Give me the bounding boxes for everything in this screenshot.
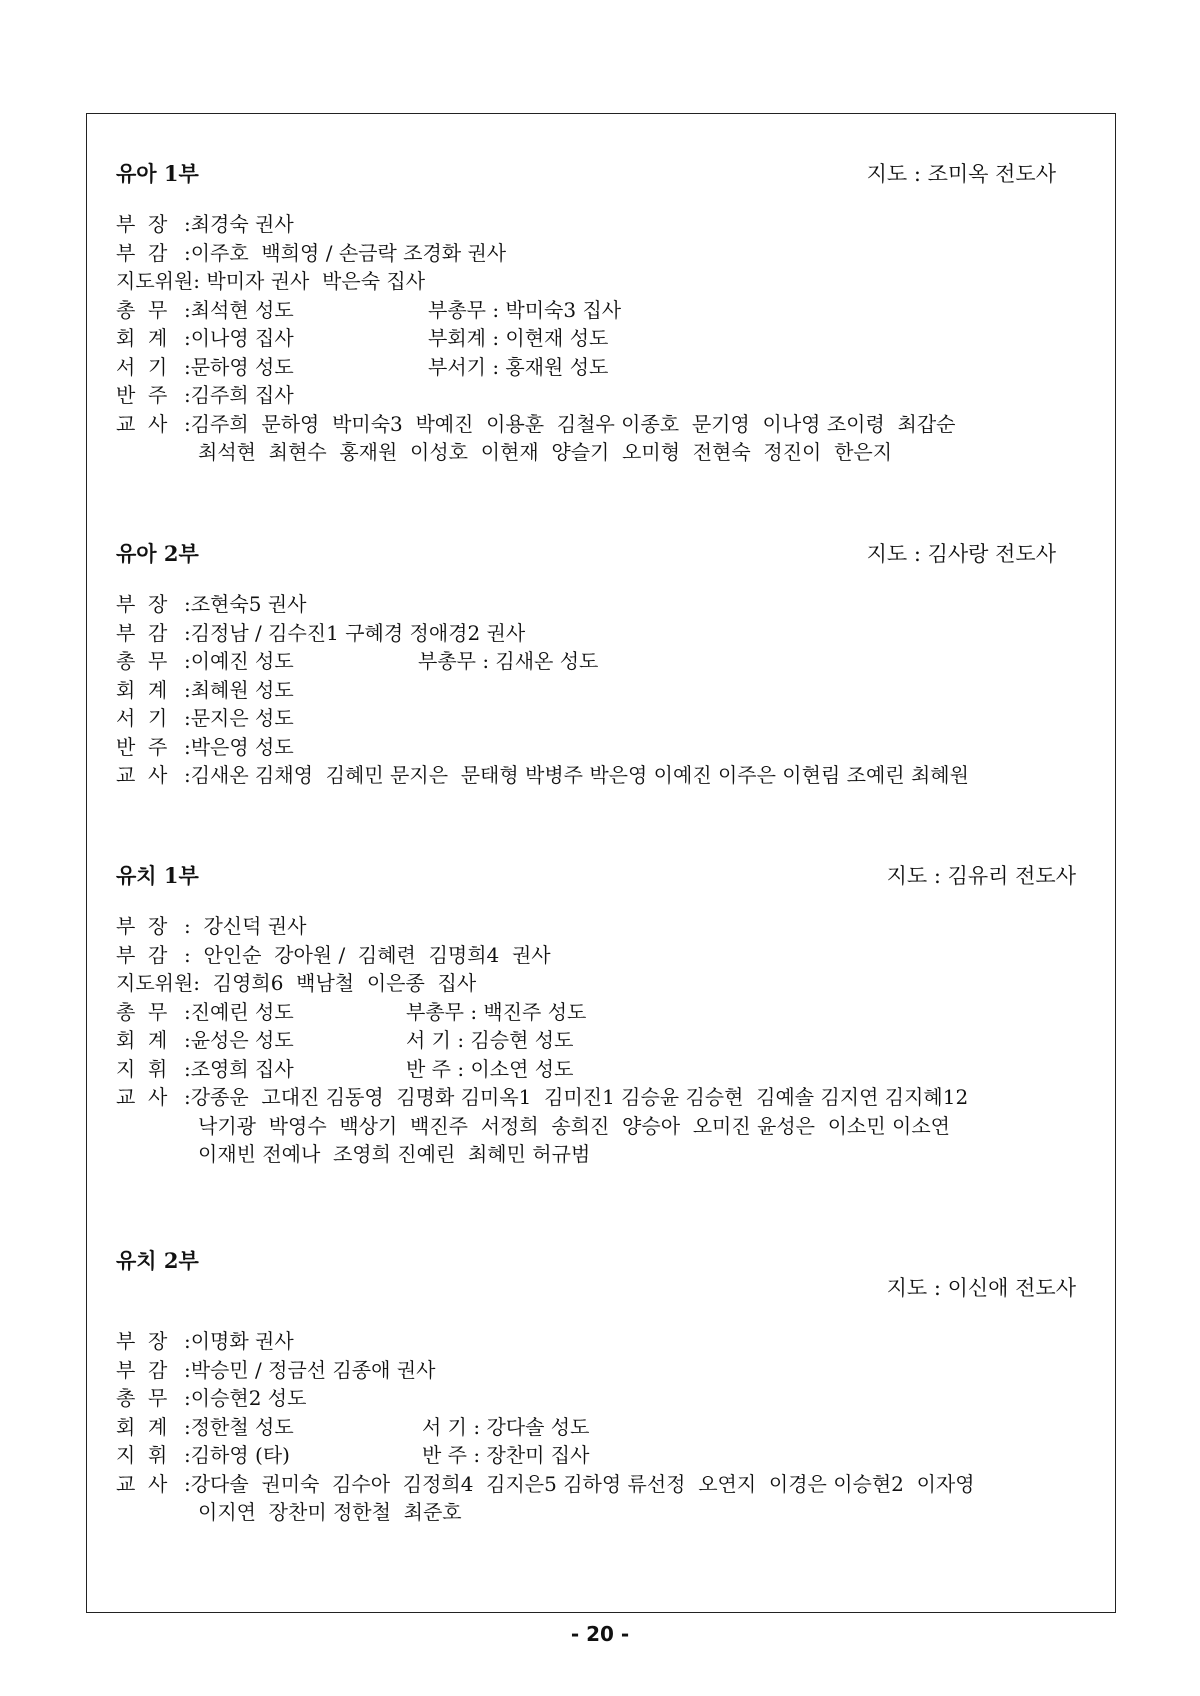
staff-role: 회 계 <box>116 326 168 350</box>
staff-deputy: 서 기 : 강다솔 성도 <box>422 1414 590 1439</box>
staff-role: 반 주 <box>116 734 168 759</box>
teacher-line: 낙기광 박영수 백상기 백진주 서정희 송희진 양승아 오미진 윤성은 이소민 이소연 <box>198 1113 950 1138</box>
teacher-list <box>116 1470 975 1527</box>
staff-role: 지도위원: <box>116 971 201 995</box>
staff-list <box>116 912 968 1169</box>
staff-role: 총 무 <box>116 1386 168 1410</box>
staff-row <box>116 1356 975 1385</box>
staff-role: 반 주 <box>116 383 168 407</box>
staff-role: 지도위원: <box>116 269 201 293</box>
staff-name: :박은영 성도 <box>184 734 294 759</box>
teacher-list <box>116 410 955 467</box>
staff-role: 부 장 <box>116 914 168 938</box>
staff-row <box>116 353 955 382</box>
page-number: - 20 - <box>570 1622 630 1646</box>
staff-role: 부 장 <box>116 592 168 616</box>
staff-name: :최혜원 성도 <box>184 677 294 702</box>
staff-name: :최석현 성도 <box>184 297 294 322</box>
staff-role: 총 무 <box>116 297 168 322</box>
staff-row <box>116 1384 975 1413</box>
staff-row <box>116 941 968 970</box>
staff-name: :정한철 성도 <box>184 1414 294 1439</box>
staff-role: 서 기 <box>116 354 168 379</box>
staff-row <box>116 210 955 239</box>
staff-row <box>116 381 955 410</box>
staff-role: 부 장 <box>116 212 168 236</box>
staff-row <box>116 1441 975 1470</box>
section-director: 지도 : 김유리 전도사 <box>886 864 1076 888</box>
teacher-line: 이지연 장찬미 정한철 최준호 <box>198 1500 462 1524</box>
staff-name: :조현숙5 권사 <box>184 592 307 616</box>
staff-role: 회 계 <box>116 677 168 702</box>
staff-deputy: 부총무 : 박미숙3 집사 <box>428 297 622 322</box>
teacher-label: 교 사 <box>116 1471 168 1496</box>
staff-role: 부 감 <box>116 1357 168 1382</box>
staff-name: :이예진 성도 <box>184 649 294 673</box>
staff-row <box>116 969 968 998</box>
staff-name: :최경숙 권사 <box>184 212 294 236</box>
staff-name: :진예린 성도 <box>184 999 294 1024</box>
teacher-line: :김새온 김채영 김혜민 문지은 문태형 박병주 박은영 이예진 이주은 이현림 조예린 최혜원 <box>184 763 969 787</box>
staff-role: 서 기 <box>116 706 168 730</box>
staff-row <box>116 647 969 676</box>
staff-name: :김하영 (타) <box>184 1443 290 1467</box>
staff-row <box>116 1413 975 1442</box>
staff-name: :김정남 / 김수진1 구혜경 정애경2 권사 <box>184 620 526 645</box>
staff-row <box>116 239 955 268</box>
staff-name: :문하영 성도 <box>184 354 294 379</box>
staff-row <box>116 704 969 733</box>
teacher-line: :강종운 고대진 김동영 김명화 김미옥1 김미진1 김승윤 김승현 김예솔 김지연 김지혜12 <box>184 1085 969 1109</box>
staff-name: :이나영 집사 <box>184 326 294 350</box>
staff-row <box>116 998 968 1027</box>
section-title: 유치 2부 <box>116 1248 199 1273</box>
section-title: 유아 2부 <box>116 541 199 566</box>
staff-role: 부 감 <box>116 942 168 967</box>
staff-row <box>116 733 969 762</box>
staff-role: 지 휘 <box>116 1056 168 1081</box>
staff-row <box>116 1055 968 1084</box>
staff-list <box>116 210 955 467</box>
staff-role: 총 무 <box>116 649 168 673</box>
staff-name: :조영희 집사 <box>184 1056 294 1081</box>
staff-deputy: 부총무 : 백진주 성도 <box>406 999 587 1024</box>
staff-name: 김영희6 백남철 이은종 집사 <box>200 971 477 995</box>
staff-role: 부 감 <box>116 240 168 265</box>
staff-deputy: 서 기 : 김승현 성도 <box>406 1028 574 1052</box>
staff-deputy: 부회계 : 이현재 성도 <box>428 326 609 350</box>
staff-row <box>116 1327 975 1356</box>
staff-name: :이명화 권사 <box>184 1329 294 1353</box>
staff-name: 박미자 권사 박은숙 집사 <box>200 269 426 293</box>
staff-deputy: 부총무 : 김새온 성도 <box>418 649 599 673</box>
staff-role: 지 휘 <box>116 1443 168 1467</box>
staff-row <box>116 676 969 705</box>
staff-name: : 강신덕 권사 <box>184 914 307 938</box>
staff-name: :문지은 성도 <box>184 706 294 730</box>
teacher-label: 교 사 <box>116 763 168 787</box>
staff-role: 부 감 <box>116 620 168 645</box>
staff-list <box>116 1327 975 1527</box>
section-director: 지도 : 김사랑 전도사 <box>866 542 1056 566</box>
staff-list <box>116 590 969 790</box>
staff-deputy: 부서기 : 홍재원 성도 <box>428 354 609 379</box>
staff-row <box>116 1026 968 1055</box>
staff-row <box>116 324 955 353</box>
teacher-line: :강다솔 권미숙 김수아 김정희4 김지은5 김하영 류선정 오연지 이경은 이승현2 이자영 <box>184 1471 975 1496</box>
staff-name: :김주희 집사 <box>184 383 294 407</box>
staff-name: :윤성은 성도 <box>184 1028 294 1052</box>
teacher-list <box>116 761 969 790</box>
staff-name: :이승현2 성도 <box>184 1386 307 1410</box>
teacher-list <box>116 1083 968 1169</box>
staff-row <box>116 590 969 619</box>
staff-name: : 안인순 강아원 / 김혜련 김명희4 권사 <box>184 942 551 967</box>
teacher-line: 이재빈 전예나 조영희 진예린 최혜민 허규범 <box>198 1142 591 1166</box>
staff-role: 부 장 <box>116 1329 168 1353</box>
section-title: 유치 1부 <box>116 863 199 888</box>
staff-role: 회 계 <box>116 1414 168 1439</box>
teacher-line: :김주희 문하영 박미숙3 박예진 이용훈 김철우 이종호 문기영 이나영 조이령 최갑순 <box>184 411 956 436</box>
section-title: 유아 1부 <box>116 161 199 186</box>
staff-name: :이주호 백희영 / 손금락 조경화 권사 <box>184 240 507 265</box>
staff-deputy: 반 주 : 장찬미 집사 <box>422 1443 590 1467</box>
staff-row <box>116 267 955 296</box>
staff-role: 회 계 <box>116 1028 168 1052</box>
staff-deputy: 반 주 : 이소연 성도 <box>406 1056 574 1081</box>
staff-row <box>116 296 955 325</box>
teacher-label: 교 사 <box>116 411 168 436</box>
staff-row <box>116 912 968 941</box>
section-director: 지도 : 조미옥 전도사 <box>866 162 1056 186</box>
section-director: 지도 : 이신애 전도사 <box>886 1276 1076 1300</box>
staff-role: 총 무 <box>116 999 168 1024</box>
staff-name: :박승민 / 정금선 김종애 권사 <box>184 1357 436 1382</box>
teacher-line: 최석현 최현수 홍재원 이성호 이현재 양슬기 오미형 전현숙 정진이 한은지 <box>198 440 893 464</box>
staff-row <box>116 619 969 648</box>
teacher-label: 교 사 <box>116 1085 168 1109</box>
